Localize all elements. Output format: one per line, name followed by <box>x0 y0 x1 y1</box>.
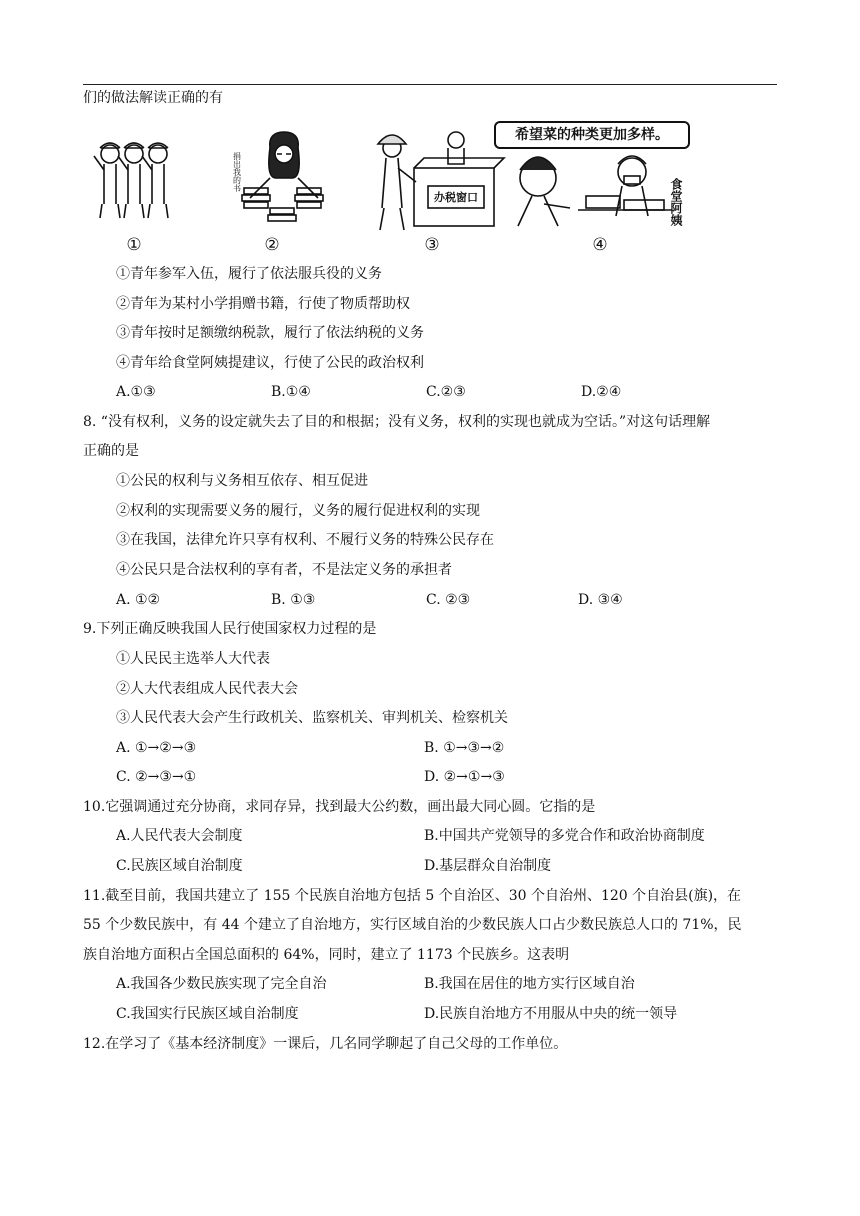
q10-stem: 10.它强调通过充分协商，求同存异，找到最大公约数，画出最大同心圆。它指的是 <box>83 799 596 815</box>
q11-stem-line3: 族自治地方面积占全国总面积的 64%，同时，建立了 1173 个民族乡。这表明 <box>83 947 570 963</box>
q10-option-a[interactable]: A.人民代表大会制度 <box>116 828 243 844</box>
q8-option-c[interactable]: C. ②③ <box>426 592 471 608</box>
q11-option-a[interactable]: A.我国各少数民族实现了完全自治 <box>116 976 327 992</box>
q11-option-d[interactable]: D.民族自治地方不用服从中央的统一领导 <box>424 1006 678 1022</box>
q7-statement-3: ③青年按时足额缴纳税款，履行了依法纳税的义务 <box>116 325 424 341</box>
canteen-label: 食堂阿姨 <box>669 178 683 226</box>
q11-stem-line2: 55 个少数民族中，有 44 个建立了自治地方，实行区域自治的少数民族人口占少数民族总人口的 71%，民 <box>83 917 742 933</box>
q9-option-b[interactable]: B. ①→③→② <box>424 740 505 756</box>
q8-stem-line2: 正确的是 <box>83 443 139 459</box>
q8-statement-3: ③在我国，法律允许只享有权利、不履行义务的特殊公民存在 <box>116 532 494 548</box>
intro-text: 们的做法解读正确的有 <box>83 90 223 106</box>
books-drawing <box>242 132 323 221</box>
q10-option-b[interactable]: B.中国共产党领导的多党合作和政治协商制度 <box>424 828 705 844</box>
panel-label-4: ④ <box>592 235 608 255</box>
q9-stem: 9.下列正确反映我国人民行使国家权力过程的是 <box>83 621 377 637</box>
q9-option-c[interactable]: C. ②→③→① <box>116 769 197 785</box>
canteen-drawing <box>518 156 672 226</box>
q12-stem: 12.在学习了《基本经济制度》一课后，几名同学聊起了自己父母的工作单位。 <box>83 1036 568 1052</box>
q8-statement-2: ②权利的实现需要义务的履行，义务的履行促进权利的实现 <box>116 503 480 519</box>
panel-label-1: ① <box>126 235 142 255</box>
q11-stem-line1: 11.截至目前，我国共建立了 155 个民族自治地方包括 5 个自治区、30 个自治州、120 个自治县(旗)，在 <box>83 888 742 904</box>
soldiers-drawing <box>94 143 168 218</box>
q11-option-b[interactable]: B.我国在居住的地方实行区域自治 <box>424 976 635 992</box>
q7-option-d[interactable]: D.②④ <box>581 384 622 400</box>
q7-option-a[interactable]: A.①③ <box>116 384 156 400</box>
q9-statement-3: ③人民代表大会产生行政机关、监察机关、审判机关、检察机关 <box>116 710 508 726</box>
q7-statement-2: ②青年为某村小学捐赠书籍，行使了物质帮助权 <box>116 296 410 312</box>
q10-option-c[interactable]: C.民族区域自治制度 <box>116 858 243 874</box>
panel-label-2: ② <box>264 235 280 255</box>
header-rule <box>83 84 777 85</box>
q8-statement-1: ①公民的权利与义务相互依存、相互促进 <box>116 473 368 489</box>
q8-option-a[interactable]: A. ①② <box>116 592 161 608</box>
q10-option-d[interactable]: D.基层群众自治制度 <box>424 858 552 874</box>
q9-option-a[interactable]: A. ①→②→③ <box>116 740 197 756</box>
q7-statement-4: ④青年给食堂阿姨提建议，行使了公民的政治权利 <box>116 355 424 371</box>
q9-statement-1: ①人民民主选举人大代表 <box>116 651 270 667</box>
tax-window-label: 办税窗口 <box>434 191 478 204</box>
q9-statement-2: ②人大代表组成人民代表大会 <box>116 681 298 697</box>
q9-option-d[interactable]: D. ②→①→③ <box>424 769 505 785</box>
panel-label-3: ③ <box>424 235 440 255</box>
book-vertical-text: 捐出我的书 <box>232 152 242 192</box>
q7-option-c[interactable]: C.②③ <box>426 384 466 400</box>
q8-option-b[interactable]: B. ①③ <box>271 592 316 608</box>
q7-statement-1: ①青年参军入伍，履行了依法服兵役的义务 <box>116 266 382 282</box>
q7-option-b[interactable]: B.①④ <box>271 384 311 400</box>
q8-statement-4: ④公民只是合法权利的享有者，不是法定义务的承担者 <box>116 562 452 578</box>
q8-option-d[interactable]: D. ③④ <box>578 592 623 608</box>
tax-window-drawing <box>378 132 504 230</box>
q8-stem-line1: 8. “没有权利，义务的设定就失去了目的和根据；没有义务，权利的实现也就成为空话。”对这句话理解 <box>83 414 711 430</box>
speech-bubble: 希望菜的种类更加多样。 <box>494 121 690 149</box>
q11-option-c[interactable]: C.我国实行民族区域自治制度 <box>116 1006 299 1022</box>
